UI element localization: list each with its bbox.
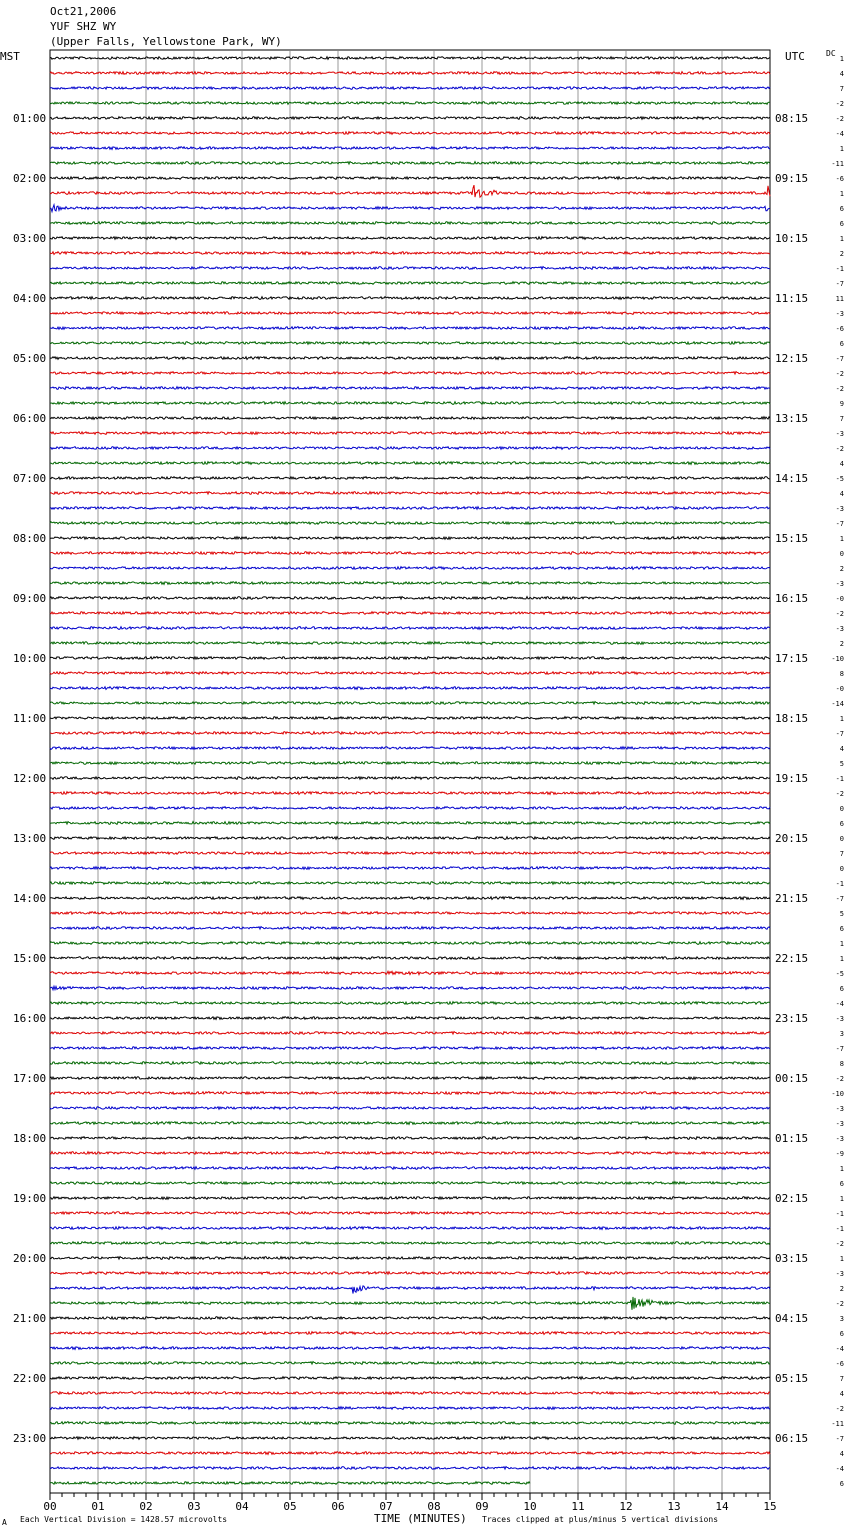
dc-offset-label: -6: [835, 1360, 844, 1368]
dc-offset-label: -4: [835, 1465, 844, 1473]
dc-offset-label: 4: [839, 1450, 844, 1458]
trace-line: [50, 927, 770, 930]
trace-line: [50, 1286, 770, 1294]
dc-offset-label: -2: [835, 100, 844, 108]
plot-frame: [50, 50, 770, 1493]
x-tick-label: 12: [619, 1500, 633, 1513]
dc-offset-label: 11: [835, 295, 844, 303]
trace-line: [50, 147, 770, 150]
utc-hour-label: 10:15: [775, 232, 809, 245]
mst-hour-label: 11:00: [13, 712, 47, 725]
dc-offset-labels: [831, 55, 844, 1488]
dc-offset-label: 3: [839, 1030, 844, 1038]
trace-line: [50, 447, 770, 450]
mst-hour-label: 19:00: [13, 1192, 47, 1205]
trace-line: [50, 1092, 770, 1095]
dc-offset-label: -11: [831, 160, 844, 168]
dc-offset-label: 6: [839, 340, 844, 348]
trace-line: [50, 132, 770, 135]
dc-offset-label: -1: [835, 880, 844, 888]
dc-offset-label: -3: [835, 1270, 844, 1278]
dc-offset-label: -3: [835, 1120, 844, 1128]
mst-hour-labels: [13, 112, 46, 1445]
trace-line: [50, 627, 770, 630]
utc-hour-label: 21:15: [775, 892, 809, 905]
trace-line: [50, 912, 770, 915]
header-date: Oct21,2006: [50, 5, 117, 18]
utc-hour-label: 18:15: [775, 712, 809, 725]
dc-offset-label: -10: [831, 1090, 844, 1098]
x-tick-label: 00: [43, 1500, 57, 1513]
seismic-traces: [50, 57, 770, 1485]
x-tick-label: 11: [571, 1500, 585, 1513]
mst-hour-label: 03:00: [13, 232, 47, 245]
dc-offset-label: -3: [835, 505, 844, 513]
trace-line: [50, 1032, 770, 1035]
trace-line: [50, 657, 770, 660]
dc-offset-label: -7: [835, 1045, 844, 1053]
mst-hour-label: 14:00: [13, 892, 47, 905]
utc-hour-label: 03:15: [775, 1252, 809, 1265]
clipping-note: Traces clipped at plus/minus 5 vertical divisions: [482, 1515, 719, 1524]
trace-line: [50, 222, 770, 225]
dc-offset-label: -0: [835, 685, 844, 693]
trace-line: [50, 1392, 770, 1395]
dc-offset-label: -2: [835, 790, 844, 798]
dc-offset-label: 9: [839, 400, 844, 408]
dc-offset-label: -2: [835, 445, 844, 453]
dc-offset-label: -11: [831, 1420, 844, 1428]
dc-offset-label: -4: [835, 1000, 844, 1008]
mst-hour-label: 21:00: [13, 1312, 47, 1325]
dc-offset-label: -7: [835, 895, 844, 903]
mst-hour-label: 04:00: [13, 292, 47, 305]
dc-offset-label: -9: [835, 1150, 844, 1158]
dc-offset-label: -2: [835, 115, 844, 123]
mst-hour-label: 12:00: [13, 772, 47, 785]
trace-line: [50, 762, 770, 765]
trace-line: [50, 205, 770, 212]
dc-offset-label: 4: [839, 70, 844, 78]
dc-offset-label: 6: [839, 1480, 844, 1488]
dc-offset-label: 6: [839, 925, 844, 933]
dc-offset-label: 6: [839, 985, 844, 993]
trace-line: [50, 807, 770, 810]
dc-offset-label: 1: [839, 1195, 844, 1203]
trace-line: [50, 387, 770, 390]
mst-hour-label: 01:00: [13, 112, 47, 125]
trace-line: [50, 822, 770, 825]
utc-hour-label: 15:15: [775, 532, 809, 545]
dc-offset-label: -2: [835, 610, 844, 618]
dc-offset-label: 7: [839, 1375, 844, 1383]
trace-line: [50, 567, 770, 570]
trace-line: [50, 642, 770, 645]
right-timezone-label: UTC: [785, 50, 805, 63]
header-station: YUF SHZ WY: [50, 20, 117, 33]
x-tick-label: 02: [139, 1500, 153, 1513]
trace-line: [50, 372, 770, 375]
trace-line: [50, 552, 770, 555]
trace-line: [50, 1227, 770, 1230]
dc-offset-label: 6: [839, 205, 844, 213]
utc-hour-label: 05:15: [775, 1372, 809, 1385]
trace-line: [50, 1437, 770, 1440]
dc-offset-label: 1: [839, 145, 844, 153]
mst-hour-label: 13:00: [13, 832, 47, 845]
mst-hour-label: 07:00: [13, 472, 47, 485]
trace-line: [50, 1152, 770, 1155]
dc-offset-label: 7: [839, 415, 844, 423]
mst-hour-label: 09:00: [13, 592, 47, 605]
dc-offset-label: 1: [839, 1255, 844, 1263]
trace-line: [50, 297, 770, 300]
trace-line: [50, 1062, 770, 1065]
dc-offset-label: 2: [839, 640, 844, 648]
trace-line: [50, 1107, 770, 1110]
dc-offset-label: -0: [835, 595, 844, 603]
trace-line: [50, 986, 770, 990]
trace-line: [50, 477, 770, 480]
trace-line: [50, 162, 770, 165]
trace-line: [50, 582, 770, 585]
trace-line: [50, 57, 770, 60]
dc-offset-label: -5: [835, 475, 844, 483]
x-tick-label: 09: [475, 1500, 489, 1513]
dc-offset-label: -2: [835, 1300, 844, 1308]
utc-hour-label: 08:15: [775, 112, 809, 125]
vertical-division-note: Each Vertical Division = 1428.57 microvolts: [20, 1515, 228, 1524]
trace-line: [50, 957, 770, 960]
dc-offset-label: 7: [839, 850, 844, 858]
dc-offset-label: -3: [835, 625, 844, 633]
trace-line: [50, 1272, 770, 1275]
utc-hour-label: 22:15: [775, 952, 809, 965]
dc-offset-label: 4: [839, 460, 844, 468]
x-tick-label: 10: [523, 1500, 537, 1513]
trace-line: [50, 417, 770, 420]
dc-offset-label: 5: [839, 760, 844, 768]
minute-gridlines: [50, 50, 770, 1493]
trace-line: [50, 1212, 770, 1215]
dc-offset-label: 0: [839, 805, 844, 813]
trace-line: [50, 1047, 770, 1050]
trace-line: [50, 312, 770, 315]
dc-offset-label: 8: [839, 670, 844, 678]
trace-line: [50, 1257, 770, 1260]
dc-offset-label: -3: [835, 430, 844, 438]
x-tick-label: 03: [187, 1500, 201, 1513]
trace-line: [50, 237, 770, 240]
trace-line: [50, 72, 770, 75]
trace-line: [50, 492, 770, 495]
trace-line: [50, 537, 770, 540]
dc-offset-label: 6: [839, 220, 844, 228]
x-tick-label: 05: [283, 1500, 297, 1513]
utc-hour-label: 14:15: [775, 472, 809, 485]
dc-header-label: DC: [826, 49, 836, 58]
trace-line: [50, 867, 770, 870]
dc-offset-label: 6: [839, 820, 844, 828]
dc-offset-label: 1: [839, 1165, 844, 1173]
x-tick-label: 14: [715, 1500, 729, 1513]
dc-offset-label: -7: [835, 520, 844, 528]
utc-hour-labels: [775, 112, 808, 1445]
utc-hour-label: 13:15: [775, 412, 809, 425]
mst-hour-label: 16:00: [13, 1012, 47, 1025]
dc-offset-label: -1: [835, 1225, 844, 1233]
trace-line: [50, 1347, 770, 1350]
dc-offset-label: -3: [835, 310, 844, 318]
trace-line: [50, 1242, 770, 1245]
x-tick-label: 13: [667, 1500, 681, 1513]
trace-line: [50, 882, 770, 885]
mst-hour-label: 10:00: [13, 652, 47, 665]
dc-offset-label: 1: [839, 535, 844, 543]
trace-line: [50, 1332, 770, 1335]
dc-offset-label: -3: [835, 1105, 844, 1113]
trace-line: [50, 1362, 770, 1365]
dc-offset-label: -1: [835, 1210, 844, 1218]
trace-line: [50, 852, 770, 855]
dc-offset-label: -2: [835, 1075, 844, 1083]
trace-line: [50, 252, 770, 255]
mst-hour-label: 18:00: [13, 1132, 47, 1145]
dc-offset-label: 4: [839, 1390, 844, 1398]
dc-offset-label: -7: [835, 355, 844, 363]
dc-offset-label: 0: [839, 835, 844, 843]
trace-line: [50, 747, 770, 750]
utc-hour-label: 23:15: [775, 1012, 809, 1025]
trace-line: [50, 432, 770, 435]
dc-offset-label: -14: [831, 700, 844, 708]
x-tick-label: 08: [427, 1500, 441, 1513]
utc-hour-label: 17:15: [775, 652, 809, 665]
x-tick-label: 15: [763, 1500, 777, 1513]
dc-offset-label: -7: [835, 280, 844, 288]
mst-hour-label: 17:00: [13, 1072, 47, 1085]
trace-line: [50, 1377, 770, 1380]
trace-line: [50, 117, 770, 120]
trace-line: [50, 177, 770, 180]
utc-hour-label: 09:15: [775, 172, 809, 185]
dc-offset-label: 3: [839, 1315, 844, 1323]
utc-hour-label: 04:15: [775, 1312, 809, 1325]
dc-offset-label: 0: [839, 550, 844, 558]
trace-line: [50, 597, 770, 600]
trace-line: [50, 792, 770, 795]
trace-line: [50, 267, 770, 270]
trace-line: [50, 672, 770, 675]
left-timezone-label: MST: [0, 50, 20, 63]
dc-offset-label: 2: [839, 1285, 844, 1293]
dc-offset-label: 8: [839, 1060, 844, 1068]
mst-hour-label: 06:00: [13, 412, 47, 425]
trace-line: [50, 777, 770, 780]
trace-line: [50, 1317, 770, 1320]
mst-hour-label: 22:00: [13, 1372, 47, 1385]
trace-line: [50, 717, 770, 720]
trace-line: [50, 1452, 770, 1455]
trace-line: [50, 1167, 770, 1170]
mst-hour-label: 05:00: [13, 352, 47, 365]
trace-line: [50, 1467, 770, 1470]
x-tick-label: 07: [379, 1500, 393, 1513]
trace-line: [50, 942, 770, 945]
trace-line: [50, 1122, 770, 1125]
mst-hour-label: 20:00: [13, 1252, 47, 1265]
trace-line: [50, 327, 770, 330]
mst-hour-label: 08:00: [13, 532, 47, 545]
trace-line: [50, 1077, 770, 1080]
trace-line: [50, 342, 770, 345]
trace-line: [50, 185, 770, 197]
trace-line: [50, 1017, 770, 1020]
trace-line: [50, 462, 770, 465]
trace-line: [50, 1197, 770, 1200]
trace-line: [50, 687, 770, 690]
dc-offset-label: -5: [835, 970, 844, 978]
dc-offset-label: -3: [835, 1015, 844, 1023]
utc-hour-label: 12:15: [775, 352, 809, 365]
dc-offset-label: 7: [839, 85, 844, 93]
trace-line: [50, 87, 770, 90]
dc-offset-label: 2: [839, 565, 844, 573]
trace-line: [50, 1422, 770, 1425]
utc-hour-label: 19:15: [775, 772, 809, 785]
utc-hour-label: 01:15: [775, 1132, 809, 1145]
dc-offset-label: 1: [839, 955, 844, 963]
dc-offset-label: -6: [835, 325, 844, 333]
dc-offset-label: -2: [835, 1240, 844, 1248]
utc-hour-label: 06:15: [775, 1432, 809, 1445]
dc-offset-label: -3: [835, 1135, 844, 1143]
dc-offset-label: 6: [839, 1180, 844, 1188]
mst-hour-label: 23:00: [13, 1432, 47, 1445]
dc-offset-label: -6: [835, 175, 844, 183]
dc-offset-label: 4: [839, 490, 844, 498]
trace-line: [50, 702, 770, 705]
utc-hour-label: 11:15: [775, 292, 809, 305]
dc-offset-label: -7: [835, 730, 844, 738]
mst-hour-label: 15:00: [13, 952, 47, 965]
dc-offset-label: -7: [835, 1435, 844, 1443]
utc-hour-label: 02:15: [775, 1192, 809, 1205]
trace-line: [50, 612, 770, 615]
trace-line: [50, 732, 770, 735]
trace-line: [50, 102, 770, 105]
trace-line: [50, 1182, 770, 1185]
trace-line: [50, 1137, 770, 1140]
dc-offset-label: -2: [835, 1405, 844, 1413]
trace-line: [50, 402, 770, 405]
trace-line: [50, 507, 770, 510]
trace-line: [50, 1297, 770, 1310]
header-location: (Upper Falls, Yellowstone Park, WY): [50, 35, 282, 48]
trace-line: [50, 1002, 770, 1005]
dc-offset-label: -10: [831, 655, 844, 663]
dc-offset-label: 0: [839, 865, 844, 873]
x-tick-label: 06: [331, 1500, 345, 1513]
trace-line: [50, 837, 770, 840]
dc-offset-label: 5: [839, 910, 844, 918]
dc-offset-label: -1: [835, 775, 844, 783]
dc-offset-label: 1: [839, 715, 844, 723]
dc-offset-label: -1: [835, 265, 844, 273]
utc-hour-label: 16:15: [775, 592, 809, 605]
dc-offset-label: 1: [839, 235, 844, 243]
dc-offset-label: -2: [835, 385, 844, 393]
utc-hour-label: 00:15: [775, 1072, 809, 1085]
dc-offset-label: 1: [839, 940, 844, 948]
trace-line: [50, 971, 770, 974]
dc-offset-label: -3: [835, 580, 844, 588]
dc-offset-label: 2: [839, 250, 844, 258]
time-axis: [43, 1493, 776, 1513]
corner-mark: A: [2, 1518, 7, 1527]
mst-hour-label: 02:00: [13, 172, 47, 185]
utc-hour-label: 20:15: [775, 832, 809, 845]
x-tick-label: 04: [235, 1500, 249, 1513]
dc-offset-label: 1: [839, 55, 844, 63]
dc-offset-label: 1: [839, 190, 844, 198]
x-tick-label: 01: [91, 1500, 105, 1513]
trace-line: [50, 897, 770, 900]
dc-offset-label: -2: [835, 370, 844, 378]
trace-line: [50, 282, 770, 285]
dc-offset-label: 4: [839, 745, 844, 753]
dc-offset-label: -4: [835, 1345, 844, 1353]
dc-offset-label: -4: [835, 130, 844, 138]
x-axis-title: TIME (MINUTES): [374, 1512, 467, 1525]
trace-line: [50, 357, 770, 360]
trace-line: [50, 522, 770, 525]
trace-line: [50, 1407, 770, 1410]
dc-offset-label: 6: [839, 1330, 844, 1338]
